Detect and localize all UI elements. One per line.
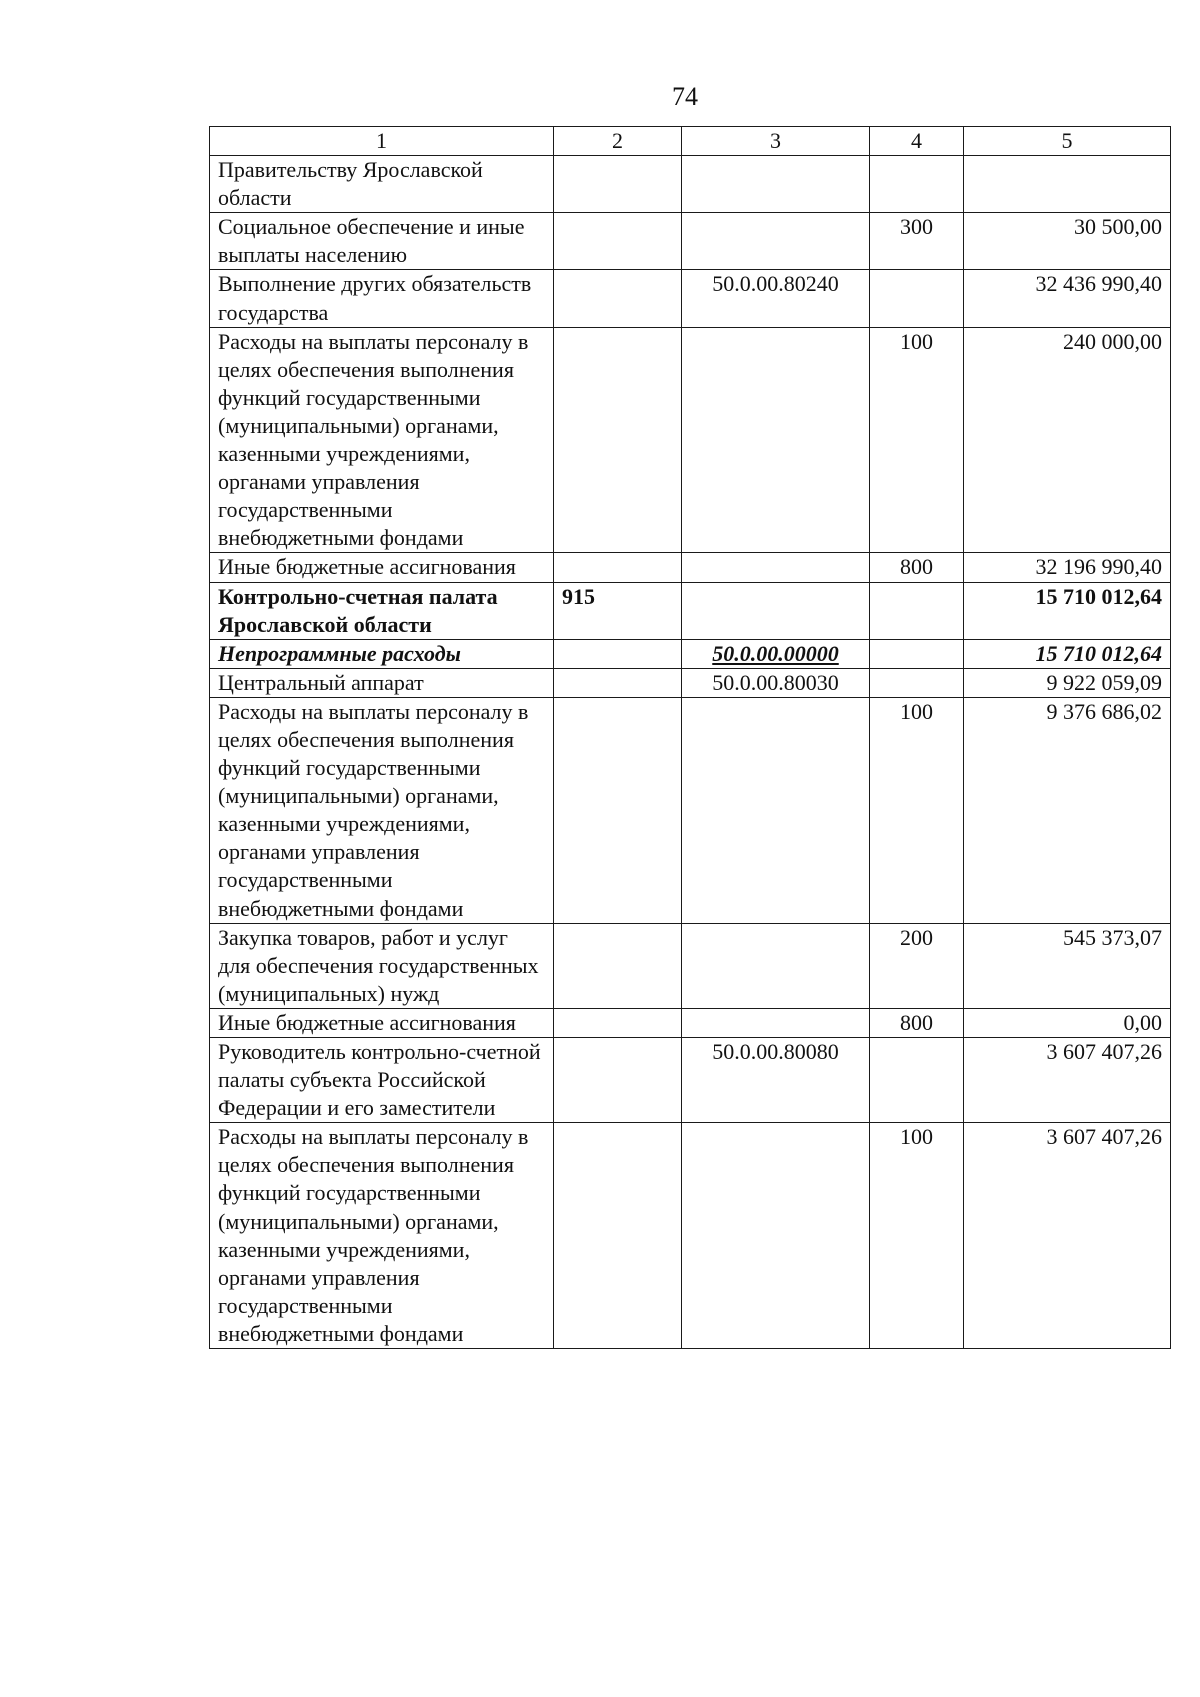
row-name-cell: Расходы на выплаты персоналу в целях обеспечения выполнения функций государственными (муниципальными) органами, казенными учреждениями, органами управления государственными внебюджетными фондами [210, 1123, 554, 1349]
row-csr-cell [682, 697, 870, 923]
row-name-cell: Выполнение других обязательств государства [210, 270, 554, 327]
row-name-cell: Центральный аппарат [210, 668, 554, 697]
row-vr-cell [870, 639, 964, 668]
row-sum-cell [964, 156, 1171, 213]
row-name-cell: Контрольно-счетная палата Ярославской области [210, 582, 554, 639]
page-number: 74 [672, 82, 698, 111]
column-header: 5 [964, 127, 1171, 156]
row-sum-cell: 3 607 407,26 [964, 1123, 1171, 1349]
table-row [210, 923, 1171, 1008]
table-header [210, 127, 1171, 156]
row-name-cell: Иные бюджетные ассигнования [210, 553, 554, 582]
row-vr-cell: 800 [870, 553, 964, 582]
row-dept-cell [554, 553, 682, 582]
row-sum-cell: 32 436 990,40 [964, 270, 1171, 327]
row-vr-cell: 200 [870, 923, 964, 1008]
row-name-cell: Социальное обеспечение и иные выплаты населению [210, 213, 554, 270]
row-name-cell: Закупка товаров, работ и услуг для обеспечения государственных (муниципальных) нужд [210, 923, 554, 1008]
column-header: 3 [682, 127, 870, 156]
row-sum-cell: 15 710 012,64 [964, 639, 1171, 668]
table-row [210, 1038, 1171, 1123]
row-csr-cell: 50.0.00.80240 [682, 270, 870, 327]
table-row [210, 1123, 1171, 1349]
table-row [210, 582, 1171, 639]
row-name-cell: Непрограммные расходы [210, 639, 554, 668]
table-row [210, 327, 1171, 553]
table-row [210, 639, 1171, 668]
row-sum-cell: 3 607 407,26 [964, 1038, 1171, 1123]
row-dept-cell [554, 213, 682, 270]
row-sum-cell: 30 500,00 [964, 213, 1171, 270]
column-header: 4 [870, 127, 964, 156]
row-csr-cell [682, 1123, 870, 1349]
row-dept-cell [554, 156, 682, 213]
row-vr-cell: 300 [870, 213, 964, 270]
row-sum-cell: 32 196 990,40 [964, 553, 1171, 582]
table-row [210, 668, 1171, 697]
row-dept-cell [554, 270, 682, 327]
table-row [210, 1008, 1171, 1037]
row-dept-cell [554, 639, 682, 668]
row-vr-cell [870, 270, 964, 327]
row-csr-cell [682, 553, 870, 582]
row-vr-cell: 100 [870, 1123, 964, 1349]
row-vr-cell [870, 156, 964, 213]
row-vr-cell: 800 [870, 1008, 964, 1037]
row-dept-cell [554, 1008, 682, 1037]
header-row [210, 127, 1171, 156]
row-dept-cell [554, 697, 682, 923]
row-sum-cell: 9 922 059,09 [964, 668, 1171, 697]
row-csr-cell [682, 1008, 870, 1037]
row-name-cell: Расходы на выплаты персоналу в целях обеспечения выполнения функций государственными (муниципальными) органами, казенными учреждениями, органами управления государственными внебюджетными фондами [210, 327, 554, 553]
row-csr-cell [682, 213, 870, 270]
row-sum-cell: 0,00 [964, 1008, 1171, 1037]
row-csr-cell: 50.0.00.80030 [682, 668, 870, 697]
row-vr-cell: 100 [870, 327, 964, 553]
row-name-cell: Иные бюджетные ассигнования [210, 1008, 554, 1037]
row-vr-cell [870, 582, 964, 639]
row-csr-cell [682, 582, 870, 639]
row-vr-cell: 100 [870, 697, 964, 923]
column-header: 2 [554, 127, 682, 156]
row-name-cell: Правительству Ярославской области [210, 156, 554, 213]
table-row [210, 270, 1171, 327]
row-dept-cell [554, 668, 682, 697]
row-vr-cell [870, 1038, 964, 1123]
row-sum-cell: 15 710 012,64 [964, 582, 1171, 639]
row-csr-cell [682, 156, 870, 213]
row-dept-cell [554, 923, 682, 1008]
row-dept-cell [554, 1038, 682, 1123]
table-row [210, 553, 1171, 582]
row-dept-cell [554, 327, 682, 553]
row-csr-cell: 50.0.00.80080 [682, 1038, 870, 1123]
row-dept-cell: 915 [554, 582, 682, 639]
row-vr-cell [870, 668, 964, 697]
row-csr-cell [682, 327, 870, 553]
row-csr-cell [682, 923, 870, 1008]
row-dept-cell [554, 1123, 682, 1349]
table-row [210, 697, 1171, 923]
budget-table [209, 126, 1171, 1349]
row-name-cell: Расходы на выплаты персоналу в целях обеспечения выполнения функций государственными (муниципальными) органами, казенными учреждениями, органами управления государственными внебюджетными фондами [210, 697, 554, 923]
row-sum-cell: 240 000,00 [964, 327, 1171, 553]
table-row [210, 156, 1171, 213]
column-header: 1 [210, 127, 554, 156]
row-sum-cell: 545 373,07 [964, 923, 1171, 1008]
row-csr-cell: 50.0.00.00000 [682, 639, 870, 668]
table-row [210, 213, 1171, 270]
row-sum-cell: 9 376 686,02 [964, 697, 1171, 923]
table-body [210, 156, 1171, 1349]
row-name-cell: Руководитель контрольно-счетной палаты субъекта Российской Федерации и его заместители [210, 1038, 554, 1123]
